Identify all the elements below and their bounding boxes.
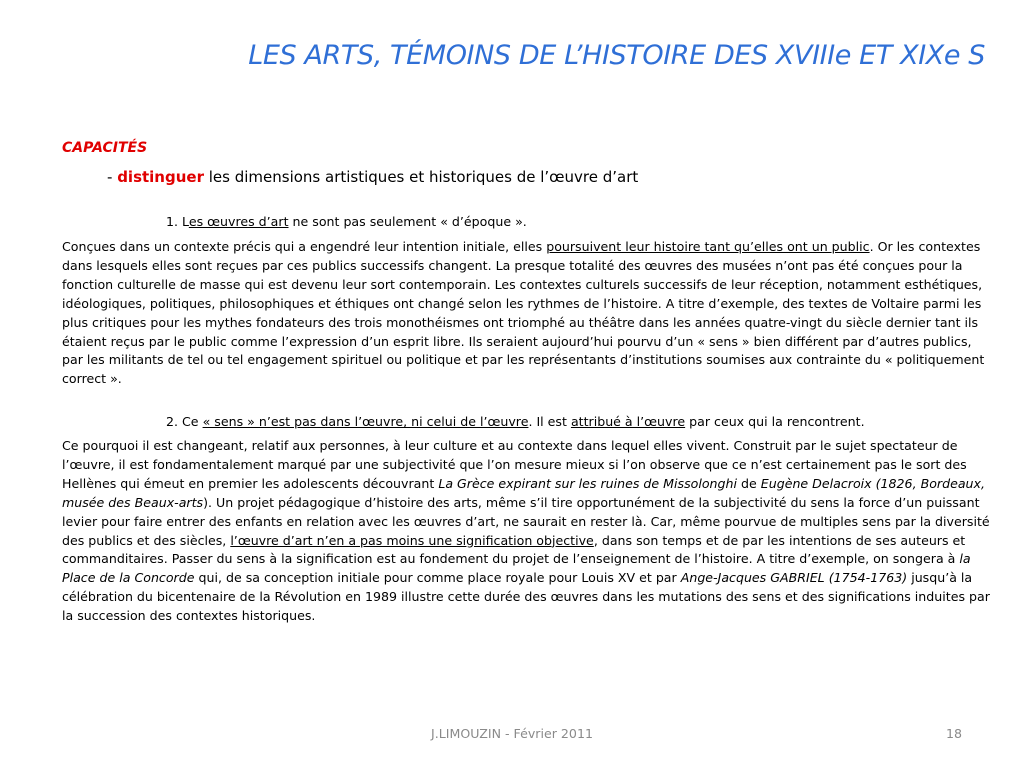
paragraph-2-text-e: qui, de sa conception initiale pour comme place royale pour Louis XV et par bbox=[194, 570, 681, 586]
point-1-number: 1. L bbox=[166, 214, 189, 229]
point-2-number: 2. Ce bbox=[166, 414, 203, 429]
slide-title: LES ARTS, TÉMOINS DE L’HISTOIRE DES XVIIIe ET XIXe S bbox=[248, 40, 985, 71]
paragraph-2-underlined: l’œuvre d’art n’en a pas moins une signification objective bbox=[230, 532, 594, 548]
point-2-text-a: . Il est bbox=[528, 414, 571, 429]
point-2-underlined-a: « sens » n’est pas dans l’œuvre, ni celui de l’œuvre bbox=[202, 414, 529, 429]
paragraph-2-text-a: Ce pourquoi il est changeant, relatif aux personnes, à leur culture et au contexte dans lequel elles vivent. Construit par le sujet spectateur de l’œuvre, il est fondamentalement marqué par une subjectivité que l’on mesure mieux si l’on observe que ce n’est certainement pas le sort des Hellènes qui émeut en premier les adolescents découvrant bbox=[62, 438, 967, 491]
point-1-underlined: es œuvres d’art bbox=[188, 214, 289, 229]
capacites-heading: CAPACITÉS bbox=[62, 140, 148, 156]
point-2-text-b: par ceux qui la rencontrent. bbox=[685, 414, 865, 429]
paragraph-2-architect: Ange-Jacques GABRIEL (1754-1763) bbox=[680, 570, 908, 586]
skill-prefix: - bbox=[107, 168, 118, 186]
footer-author-date: J.LIMOUZIN - Février 2011 bbox=[431, 726, 593, 741]
skill-text: les dimensions artistiques et historiques de l’œuvre d’art bbox=[203, 168, 639, 186]
paragraph-2-text-f: jusqu’à la célébration du bicentenaire de la Révolution en 1989 illustre cette durée des œuvres dans les mutations des sens et des significations induites par la succession des contextes historiques. bbox=[62, 570, 990, 624]
paragraph-2 bbox=[62, 437, 992, 626]
paragraph-2-artist: Eugène Delacroix (1826, Bordeaux, musée des Beaux-arts bbox=[62, 475, 985, 510]
paragraph-1-text-a: Conçues dans un contexte précis qui a engendré leur intention initiale, elles bbox=[62, 239, 547, 254]
paragraph-2-artwork-title: La Grèce expirant sur les ruines de Missolonghi bbox=[438, 475, 738, 491]
point-1-heading bbox=[166, 214, 527, 229]
paragraph-2-text-c: ). Un projet pédagogique d’histoire des arts, même s’il tire opportunément de la subjectivité du sens la force d’un puissant levier pour faire entrer des enfants en relation avec les œuvres d’art, ne saurait en rester là. Car, même pourvue de multiples sens par la diversité des publics et des siècles, bbox=[62, 494, 990, 548]
paragraph-1-underlined: poursuivent leur histoire tant qu’elles ont un public bbox=[546, 239, 870, 254]
point-1-rest: ne sont pas seulement « d’époque ». bbox=[288, 214, 527, 229]
paragraph-2-place: la Place de la Concorde bbox=[62, 551, 971, 586]
page-number: 18 bbox=[945, 726, 962, 741]
skill-line bbox=[107, 168, 638, 186]
skill-verb: distinguer bbox=[117, 168, 204, 186]
paragraph-2-text-b: de bbox=[737, 475, 761, 491]
paragraph-2-text-d: , dans son temps et de par les intentions de ses auteurs et commanditaires. Passer du sens à la signification est au fondement du projet de l’enseignement de l’histoire. A titre d’exemple, on songera à bbox=[62, 532, 966, 567]
point-2-heading bbox=[166, 414, 865, 429]
paragraph-1 bbox=[62, 238, 992, 389]
paragraph-1-text-b: . Or les contextes dans lesquels elles sont reçues par ces publics successifs changent. La presque totalité des œuvres des musées n’ont pas été conçues pour la fonction culturelle de masse qui est devenu leur sort contemporain. Les contextes culturels successifs de leur réception, notamment esthétiques, idéologiques, politiques, philosophiques et éthiques ont changé selon les rythmes de l’histoire. A titre d’exemple, des textes de Voltaire parmi les plus critiques pour les mythes fondateurs des trois monothéismes ont triomphé au théâtre dans les années quatre-vingt du siècle dernier tant ils étaient reçus par le public comme l’expression d’un esprit libre. Ils seraient aujourd’hui pourvu d’un « sens » bien différent par d’autres publics, par les militants de tel ou tel engagement spirituel ou politique et par les représentants d’institutions soumises aux contrainte du « politiquement correct ». bbox=[62, 239, 985, 387]
point-2-underlined-b: attribué à l’œuvre bbox=[570, 414, 686, 429]
